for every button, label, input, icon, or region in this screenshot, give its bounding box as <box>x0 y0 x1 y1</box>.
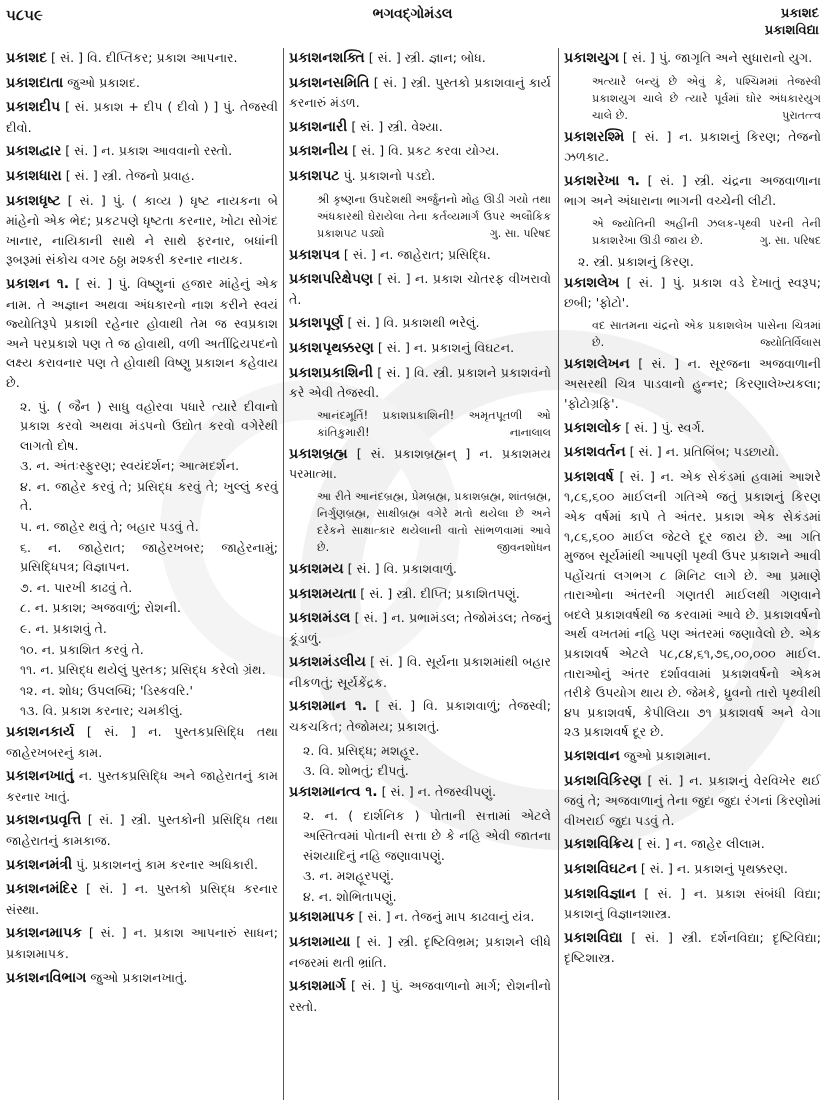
dictionary-entry <box>289 559 551 580</box>
headword: પ્રકાશમંડલીય <box>289 654 366 671</box>
sense: ૮. ન. પ્રકાશ; અજવાળું; રોશની. <box>20 600 181 616</box>
headword: પ્રકાશવિદ્યા <box>564 929 623 946</box>
headword: પ્રકાશમયતા <box>289 585 357 602</box>
definition: [ સં. ] વિ. દીપ્તિકર; પ્રકાશ આપનાર. <box>51 50 238 65</box>
dictionary-entry <box>289 444 551 484</box>
definition: [ સં. ] સ્ત્રી. દૃષ્ટિવિભ્રમ; પ્રકાશને લીધે નજરમાં થતી ભ્રાંતિ. <box>289 934 551 970</box>
definition: [ સં. ] ન. પ્રતિબિંબ; પડછાયો. <box>629 444 780 460</box>
definition: [ સં. ] પું. સ્વર્ગ. <box>625 419 705 435</box>
quote-text: આનંદમૂર્તિ! પ્રકાશપ્રકાશિની! અમૃતપૂતળી ઓ કાંતિકુમારી! <box>317 408 551 439</box>
headword: પ્રકાશનકાર્ય <box>6 724 75 740</box>
headword: પ્રકાશબ્રહ્મ <box>289 445 348 462</box>
dictionary-entry <box>289 363 551 403</box>
definition: [ સં. ] સ્ત્રી. પુસ્તકો પ્રકાશવાનું કાર્ય કરનારું મંડળ. <box>289 74 551 111</box>
definition: [ સં. ] વિ. પ્રકાશથી ભરેલું. <box>347 315 480 331</box>
sense: ૪. ન. શોભિતાપણું. <box>303 888 397 904</box>
headword: પ્રકાશમાર્ગ <box>289 978 346 995</box>
dictionary-entry <box>564 884 821 924</box>
headword: પ્રકાશન ૧. <box>6 275 70 292</box>
definition: [ સં. ] સ્ત્રી. પુસ્તકોની પ્રસિદ્ધિ તથા જાહેરાતનું કામકાજ. <box>6 812 278 848</box>
headword: પ્રકાશધૃષ્ટ <box>6 192 61 209</box>
page-number: ૫૮૫૯ <box>6 6 43 24</box>
definition: [ સં. ] પું. ( કાવ્ય ) ધૃષ્ટ નાયકના બે માંહેનો એક ભેદ; પ્રકટપણે ધૃષ્ટતા કરનાર, ખોટા સોગંદ ખાનાર, નાયિકાની સાથે ને સાથે ફરનાર, બધાંની રૂબરૂમાં સંકોચ વગર ઠઠ્ઠા મશ્કરી કરનાર નાયક. <box>6 192 278 268</box>
headword: પ્રકાશવર્તન <box>564 444 626 461</box>
dictionary-entry <box>289 269 551 309</box>
dictionary-entry <box>564 354 821 414</box>
definition: [ સં. ] ન. એક સેકંડમાં હવામાં આશરે ૧,૮૬,૬૦૦ માઈલની ગતિએ જતું પ્રકાશનું કિરણ એક વર્ષમાં કાપે તે અંતર. પ્રકાશ એક સેકંડમાં ૧,૮૬,૬૦૦ માઈલ જેટલે દૂર જાય છે. આ ગતિ મુજબ સૂર્યમાંથી આપણી પૃથ્વી ઉપર પ્રકાશને આવી પહોંચતાં લગભગ ૮ મિનિટ લાગે છે. આ પ્રમાણે તારાઓના અંતરની ગણતરી માઈલથી ગણવાને બદલે પ્રકાશવર્ષથી જ કરવામાં આવે છે. પ્રકાશવર્ષનો અર્થ વખતમાં નહિ પણ અંતરમાં જણાવેલો છે. એક પ્રકાશવર્ષ એટલે ૫૮,૮૪,૬૧,૭૬,૦૦,૦૦૦ માઈલ. તારાઓનું અંતર દર્શાવવામાં પ્રકાશવર્ષનો એકમ તરીકે ઉપયોગ થાય છે. જેમકે, ધ્રુવનો તારો પૃથ્વીથી ૪૫ પ્રકાશવર્ષ, કેપીલિયા ૭૧ પ્રકાશવર્ષ અને વેગા ૨૩ પ્રકાશવર્ષ દૂર છે. <box>564 468 821 740</box>
headword: પ્રકાશદ <box>6 50 48 66</box>
dictionary-entry <box>289 652 551 692</box>
dictionary-entry <box>289 166 551 187</box>
definition: [ સં. ] પું. વિષ્ણુનાં હજાર માંહેનું એક નામ. તે અજ્ઞાન અથવા અંધકારનો નાશ કરીને સ્વયં જ્યોતિરૂપે પ્રકાશી રહેનાર હોવાથી તેમ જ સ્વપ્રકાશ અને પરપ્રકાશે પણ તે જ હોવાથી, વળી અતીંદ્રિયપદનો લક્ષ્ય કરાવનાર પણ તે હોવાથી વિષ્ણુ પ્રકાશન કહેવાય છે. <box>6 275 278 390</box>
sense: ૫. ન. જાહેર થવું તે; બહાર પડવું તે. <box>20 519 199 535</box>
quote-text: શ્રી કૃષ્ણના ઉપદેશથી અર્જુનનો મોહ ઊડી ગયો તથા અંધકારથી ઘેરાયેલા તેના કર્તવ્યમાર્ગ ઉપર અલૌકિક પ્રકાશપટ પડ્યો <box>317 192 551 240</box>
dictionary-entry <box>289 907 551 928</box>
definition: [ સં. ] સ્ત્રી. દર્શનવિદ્યા; દૃષ્ટિવિદ્યા; દૃષ્ટિશાસ્ત્ર. <box>564 929 821 966</box>
definition: [ સં. પ્રકાશબ્રહ્મન્ ] ન. પ્રકાશમય પરમાત્મા. <box>289 445 551 482</box>
dictionary-entry <box>289 338 551 359</box>
definition: [ સં. ] વિ. પ્રકાશવાળું. <box>347 560 457 576</box>
guide-word-first: પ્રકાશદ <box>780 6 819 21</box>
headword: પ્રકાશદાતા <box>6 74 64 91</box>
definition: [ સં. ] ન. તેજનું માપ કાઢવાનું યંત્ર. <box>358 909 535 925</box>
dictionary-entry <box>6 722 278 762</box>
headword: પ્રકાશમાન ૧. <box>289 698 368 715</box>
headword: પ્રકાશનશક્તિ <box>289 50 365 66</box>
sense: ૨. સ્ત્રી. પ્રકાશનું કિરણ. <box>578 253 694 269</box>
usage-quote <box>592 215 821 249</box>
headword: પ્રકાશનમંત્રી <box>6 856 73 873</box>
headword: પ્રકાશપ્રકાશિની <box>289 364 373 381</box>
definition: [ સં. ] ન. પ્રકાશનું પૃથક્કરણ. <box>640 861 788 876</box>
headword: પ્રકાશપૃથક્કરણ <box>289 339 374 356</box>
quote-text: આ રીતે આનંદબ્રહ્મ, પ્રેમબ્રહ્મ, પ્રકાશબ્રહ્મ, શાંતબ્રહ્મ, નિર્ગુણબ્રહ્મ, સાક્ષીબ્રહ્મ વગેરે મતો થયેલા છે અને દરેકને સાક્ષાત્કાર થયેલાની વાતો સાંભળવામાં આવે છે. <box>317 489 551 554</box>
headword: પ્રકાશદીપ <box>6 99 61 116</box>
definition: [ સં. ] સ્ત્રી. ચંદ્રના અજવાળાના ભાગ અને અંધારાના ભાગની વચ્ચેની લીટી. <box>564 172 821 209</box>
definition: [ સં. ] ન. સૂરજના અજવાળાની અસરથી ચિત્ર પાડવાનો હુન્નર; કિરણાલેખ્યકલા; 'ફોટોગ્રફિ'. <box>564 355 821 411</box>
dictionary-entry <box>6 141 278 162</box>
definition: પું. પ્રકાશનનું કામ કરનાર અધિકારી. <box>76 856 258 872</box>
guide-words <box>765 5 819 39</box>
dictionary-entry <box>564 48 821 69</box>
definition: [ સં. ] ન. પ્રકાશનું કિરણ; તેજનો ઝળકાટ. <box>564 128 821 165</box>
dictionary-entry <box>6 810 278 850</box>
sense: ૭. ન. પારખી કાઢવું તે. <box>20 579 133 595</box>
dictionary-entry <box>289 932 551 972</box>
dictionary-entry <box>289 696 551 736</box>
dictionary-entry <box>6 855 278 876</box>
headword: પ્રકાશનવિભાગ <box>6 969 87 986</box>
dictionary-entry <box>289 245 551 266</box>
headword: પ્રકાશપત્ર <box>289 246 340 263</box>
headword: પ્રકાશપરિક્ષેપણ <box>289 271 374 288</box>
dictionary-entry <box>564 418 821 439</box>
sense: ૯. ન. પ્રકાશવું તે. <box>20 621 107 637</box>
guide-word-last: પ્રકાશવિદ્યા <box>764 23 819 38</box>
sense: ૩. વિ. શોભતું; દીપતું. <box>303 763 409 779</box>
definition: [ સં. ] સ્ત્રી. વેશ્યા. <box>351 118 443 134</box>
sense: ૩. ન. અંતઃસ્ફુરણ; સ્વયંદર્શન; આત્મદર્શન. <box>20 458 240 474</box>
dictionary-entry <box>6 97 278 137</box>
column-1 <box>6 48 278 992</box>
definition: [ સં. ] વિ. સ્ત્રી. પ્રકાશને પ્રકાશવંનો કરે એવી તેજસ્વી. <box>289 364 551 401</box>
definition: [ સં. પ્રકાશ + દીપ ( દીવો ) ] પું. તેજસ્વી દીવો. <box>6 99 278 135</box>
definition: [ સં. ] ન. પ્રકાશ આપનારું સાધન; પ્રકાશમાપક. <box>6 925 278 961</box>
definition: [ સં. ] ન. પુસ્તકપ્રસિદ્ધિ તથા જાહેરખબરનું કામ. <box>6 724 278 760</box>
dictionary-entry <box>6 166 278 187</box>
quote-source: પુરાતત્ત્વ <box>782 108 821 122</box>
dictionary-entry <box>564 442 821 463</box>
headword: પ્રકાશરશ્મિ <box>564 128 625 145</box>
definition: [ સં. ] વિ. પ્રકટ કરવા યોગ્ય. <box>352 143 500 159</box>
definition: [ સં. ] ન. પ્રકાશનું વિઘટન. <box>377 339 515 355</box>
quote-source: જીવનશોધન <box>496 540 551 554</box>
quote-source: નાનાલાલ <box>509 425 551 439</box>
usage-quote <box>317 488 551 556</box>
dictionary-entry <box>289 313 551 334</box>
sense: ૧૨. ન. શોધ; ઉપલબ્ધિ; 'ડિસ્કવરિ.' <box>20 682 193 698</box>
sense: ૧૩. વિ. પ્રકાશ કરનાર; ચમકીલું. <box>20 703 183 719</box>
sense: ૩. ન. મશહૂરપણું. <box>303 868 395 884</box>
definition: પું. પ્રકાશનો પડદો. <box>343 167 436 183</box>
headword: પ્રકાશનારી <box>289 118 348 135</box>
definition: ન. પુસ્તકપ્રસિદ્ધિ અને જાહેરાતનું કામ કરનાર ખાતું. <box>6 768 278 804</box>
quote-text: એ જ્યોતિની અહીંની ઝલક-પૃથ્વી પરની તેની પ્રકાશરેખા ઊડી જાય છે. <box>592 216 821 247</box>
dictionary-entry <box>289 608 551 648</box>
dictionary-entry <box>289 73 551 113</box>
definition: [ સં. ] પું. અજવાળાનો માર્ગ; રોશનીનો રસ્તો. <box>289 978 551 1014</box>
headword: પ્રકાશનમાપક <box>6 925 82 942</box>
definition: [ સં. ] પું. જાગૃતિ અને સુધારાનો યુગ. <box>622 50 813 65</box>
dictionary-entry <box>564 928 821 968</box>
definition: જુઓ પ્રકાશમાન. <box>623 748 711 764</box>
dictionary-entry <box>6 73 278 94</box>
dictionary-entry <box>6 766 278 806</box>
headword: પ્રકાશલોક <box>564 419 622 436</box>
usage-quote <box>317 191 551 242</box>
headword: પ્રકાશવિઘટન <box>564 861 637 877</box>
dictionary-entry <box>289 141 551 162</box>
headword: પ્રકાશરેખા ૧. <box>564 172 640 189</box>
definition: [ સં. ] ન. પ્રભામંડલ; તેજોમંડલ; તેજનું કૂંડાળું. <box>289 610 551 646</box>
headword: પ્રકાશમાપક <box>289 909 355 926</box>
dictionary-entry <box>6 274 278 393</box>
definition: [ સં. ] ન. પુસ્તકો પ્રસિદ્ધ કરનાર સંસ્થા. <box>6 881 278 917</box>
dictionary-entry <box>564 127 821 167</box>
running-title: ભગવદ્ગોમંડલ <box>372 6 453 22</box>
dictionary-entry <box>289 48 551 69</box>
headword: પ્રકાશવાન <box>564 748 620 765</box>
dictionary-entry <box>6 923 278 963</box>
definition: [ સં. ] વિ. સૂર્યના પ્રકાશમાંથી બહાર નીકળતું; સૂર્યકેંદ્રક. <box>289 654 551 690</box>
dictionary-entry <box>6 48 278 69</box>
definition: જુઓ પ્રકાશદ. <box>67 74 141 90</box>
dictionary-entry <box>289 782 551 803</box>
dictionary-entry <box>6 191 278 270</box>
definition: [ સં. ] સ્ત્રી. તેજનો પ્રવાહ. <box>65 167 195 183</box>
headword: પ્રકાશયુગ <box>564 50 619 66</box>
definition: [ સં. ] ન. તેજસ્વીપણું. <box>381 783 497 799</box>
quote-text: વદ સાતમના ચંદ્રનો એક પ્રકાશલેખ પાસેના ચિત્રમાં છે. <box>592 318 821 349</box>
headword: પ્રકાશનમંદિર <box>6 881 78 898</box>
headword: પ્રકાશવિકિરણ <box>564 772 642 789</box>
definition: [ સં. ] ન. પ્રકાશ સંબંધી વિદ્યા; પ્રકાશનું વિજ્ઞાનશાસ્ત્ર. <box>564 885 821 922</box>
definition: [ સં. ] ન. પ્રકાશનું વેરવિખેર થઈ જવું તે; અજવાળાનું તેના જુદા જુદા રંગનાં કિરણોમાં વીખરાઈ જુદા પડવું તે. <box>564 772 821 828</box>
dictionary-entry <box>564 859 821 880</box>
headword: પ્રકાશવિક્રિય <box>564 836 634 853</box>
definition: [ સં. ] સ્ત્રી. દીપ્તિ; પ્રકાશિતપણું. <box>360 585 520 601</box>
sense: ૧૧. ન. પ્રસિદ્ધ થયેલું પુસ્તક; પ્રસિદ્ધ કરેલો ગ્રંથ. <box>20 662 266 678</box>
headword: પ્રકાશપટ <box>289 167 340 184</box>
headword: પ્રકાશપૂર્ણ <box>289 315 344 332</box>
definition: [ સં. ] ન. જાહેર લીલામ. <box>637 836 765 852</box>
dictionary-entry <box>564 171 821 211</box>
quote-source: ગુ. સા. પરિષદ <box>759 233 821 247</box>
usage-quote <box>592 73 821 124</box>
sense: ૪. ન. જાહેર કરવું તે; પ્રસિદ્ધ કરવું તે; ખુલ્લું કરવું તે. <box>20 478 278 514</box>
definition: [ સં. ] ન. પ્રકાશ આવવાનો રસ્તો. <box>65 143 233 159</box>
headword: પ્રકાશમંડલ <box>289 610 351 627</box>
definition: [ સં. ] પું. પ્રકાશ વડે દેખાતું સ્વરૂપ; છબી; 'ફોટો'. <box>564 274 821 311</box>
dictionary-entry <box>564 771 821 831</box>
headword: પ્રકાશમય <box>289 560 344 577</box>
dictionary-entry <box>289 117 551 138</box>
definition: [ સં. ] સ્ત્રી. જ્ઞાન; બોધ. <box>368 50 486 65</box>
dictionary-entry <box>289 584 551 605</box>
headword: પ્રકાશમાયા <box>289 934 351 950</box>
headword: પ્રકાશલેખ <box>564 274 620 291</box>
usage-quote <box>317 407 551 441</box>
definition: [ સં. ] વિ. પ્રકાશવાળું; તેજસ્વી; ચકચકિત; તેજોમય; પ્રકાશતું. <box>289 698 551 735</box>
dictionary-entry <box>289 976 551 1016</box>
column-2 <box>289 48 551 1020</box>
headword: પ્રકાશવિજ્ઞાન <box>564 885 636 902</box>
headword: પ્રકાશદ્વાર <box>6 143 62 160</box>
headword: પ્રકાશલેખન <box>564 355 630 372</box>
dictionary-columns <box>0 48 825 1108</box>
sense: ૬. ન. જાહેરાત; જાહેરખબર; જાહેરનામું; પ્રસિદ્ધિપત્ર; વિજ્ઞાપન. <box>20 539 278 575</box>
headword: પ્રકાશમાનત્વ ૧. <box>289 783 378 800</box>
quote-source: ગુ. સા. પરિષદ <box>489 226 551 240</box>
dictionary-entry <box>6 879 278 919</box>
definition: જુઓ પ્રકાશનખાતું. <box>90 969 188 985</box>
sense: ૨. વિ. પ્રસિદ્ધ; મશહૂર. <box>303 742 420 758</box>
headword: પ્રકાશનસમિતિ <box>289 74 370 91</box>
headword: પ્રકાશનખાતું <box>6 768 74 785</box>
dictionary-entry <box>6 968 278 989</box>
definition: [ સં. ] ન. પ્રકાશ ચોતરફ વીખરાવો તે. <box>289 271 551 307</box>
headword: પ્રકાશનીય <box>289 143 349 160</box>
definition: [ સં. ] ન. જાહેરાત; પ્રસિદ્ધિ. <box>343 246 491 262</box>
sense: ૨. પું. ( જૈન ) સાધુ વહોરવા પધારે ત્યારે દીવાનો પ્રકાશ કરવો અથવા મંડપનો ઉદ્યોત કરવો વગેરેથી લાગતો દોષ. <box>20 398 278 453</box>
usage-quote <box>592 317 821 351</box>
column-3 <box>564 48 821 972</box>
quote-text: અત્યારે બન્યું છે એવું કે, પશ્ચિમમાં તેજસ્વી પ્રકાશયુગ ચાલે છે ત્યારે પૂર્વમાં ઘોર અંધકારયુગ ચાલે છે. <box>592 74 821 122</box>
headword: પ્રકાશવર્ષ <box>564 468 614 485</box>
dictionary-entry <box>564 834 821 855</box>
dictionary-entry <box>564 746 821 767</box>
page-header <box>0 0 825 44</box>
headword: પ્રકાશધારા <box>6 167 62 184</box>
dictionary-entry <box>564 467 821 742</box>
sense: ૨. ન. ( દાર્શનિક ) પોતાની સત્તામાં એટલે અસ્તિત્વમાં પોતાની સત્તા છે કે નહિ એવી જાતના સંશયાદિનું નહિ જણાવાપણું. <box>303 808 551 863</box>
sense: ૧૦. ન. પ્રકાશિત કરવું તે. <box>20 641 144 657</box>
quote-source: જ્યોતિર્વિલાસ <box>760 335 821 349</box>
headword: પ્રકાશનપ્રવૃત્તિ <box>6 812 82 829</box>
dictionary-entry <box>564 273 821 313</box>
